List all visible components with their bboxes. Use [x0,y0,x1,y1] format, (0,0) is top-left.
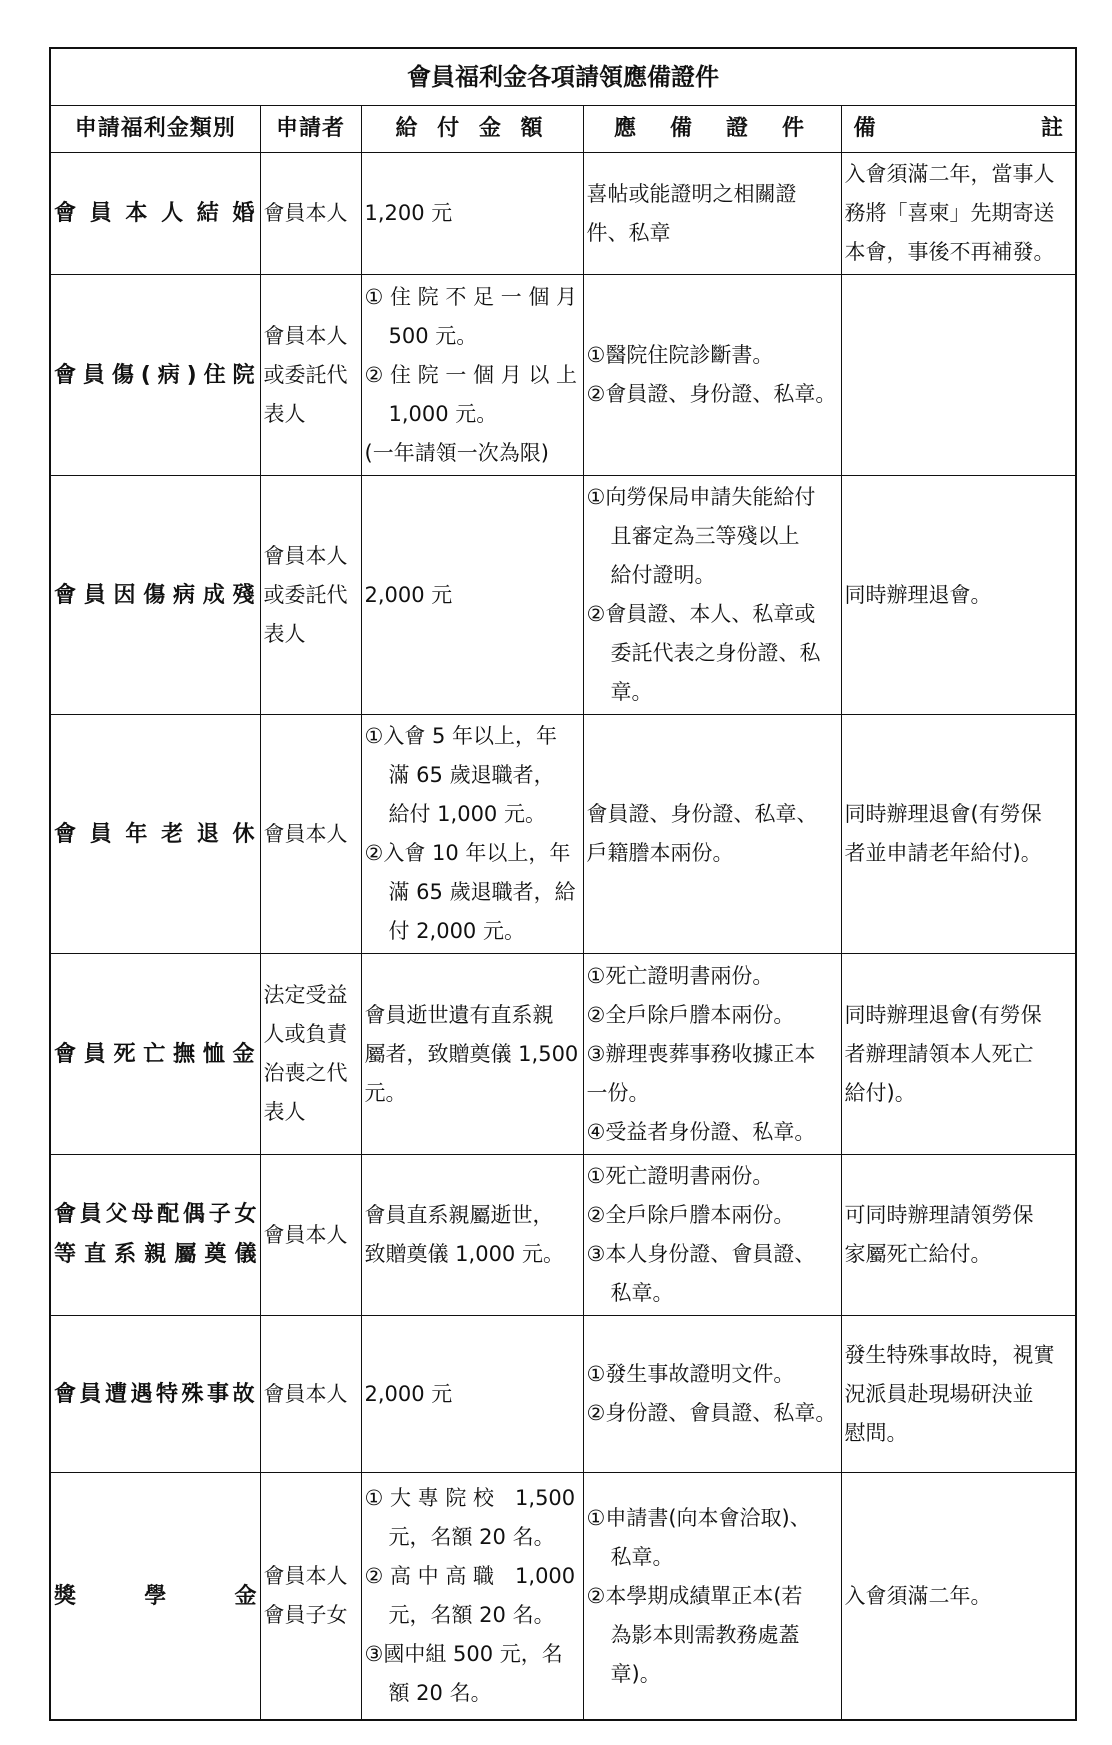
cell-applicant [260,715,361,954]
applicant-line: 表人 [263,1100,306,1124]
amount-line: 會員逝世遺有直系親 [364,1002,554,1027]
cell-amount [361,1155,583,1316]
amount-line: 給付 1,000 元。 [388,802,546,826]
cell-category: 會員因傷病成殘 [50,476,260,715]
cell-amount [361,476,583,715]
documents-line: 給付證明。 [610,563,716,587]
amount-line: 2,000 元 [364,582,453,607]
remarks-line: 本會，事後不再補發。 [844,240,1055,264]
documents-line: 喜帖或能證明之相關證 [586,181,797,206]
amount-line: 元，名額 20 名。 [388,1603,555,1627]
remarks-line: 家屬死亡給付。 [844,1242,992,1266]
documents-line: ②本學期成績單正本(若 [586,1583,803,1608]
documents-line: 委託代表之身份證、私 [610,641,821,665]
cell-applicant [260,275,361,476]
table-title: 會員福利金各項請領應備證件 [50,48,1076,106]
category-line: 會員父母配偶子女 [54,1202,257,1227]
amount-line: 付 2,000 元。 [388,919,525,943]
cell-documents [583,476,841,715]
header-documents: 應 備 證 件 [583,106,841,153]
amount-line: 2,000 元 [364,1381,453,1406]
cell-applicant [260,153,361,275]
cell-category: 獎學金 [50,1473,260,1721]
amount-line: 屬者，致贈奠儀 1,500 [364,1041,579,1066]
amount-line: 額 20 名。 [388,1681,492,1705]
documents-line: ①向勞保局申請失能給付 [586,485,816,509]
amount-line: 元。 [364,1080,407,1105]
amount-line: (一年請領一次為限) [364,440,549,465]
applicant-line: 會員本人 [263,1222,348,1247]
remarks-line: 同時辦理退會(有勞保 [844,802,1042,826]
documents-line: 私章。 [610,1281,674,1305]
amount-line: 滿 65 歲退職者， [388,763,555,787]
documents-line: 私章。 [610,1544,674,1569]
applicant-line: 治喪之代 [263,1061,348,1085]
applicant-line: 會員本人 [263,201,348,225]
applicant-line: 或委託代 [263,362,348,387]
cell-amount [361,715,583,954]
category-line: 等直系親屬奠儀 [54,1242,257,1267]
benefits-table [49,47,1077,1721]
amount-line: 1,000 元。 [388,401,498,426]
table-row [50,1316,1076,1473]
amount-line: 1,200 元 [364,201,453,225]
cell-applicant [260,954,361,1155]
cell-documents [583,1155,841,1316]
cell-applicant [260,1316,361,1473]
documents-line: 件、私章 [586,220,671,245]
remarks-line: 可同時辦理請領勞保 [844,1203,1034,1227]
cell-category: 會員死亡撫恤金 [50,954,260,1155]
table-row [50,153,1076,275]
amount-line: 會員直系親屬逝世， [364,1203,554,1227]
amount-line: 滿 65 歲退職者，給 [388,880,576,904]
cell-category: 會員年老退休 [50,715,260,954]
header-remarks-left: 備 [853,116,955,141]
cell-remarks [841,1473,1076,1721]
cell-documents [583,153,841,275]
documents-line: ②會員證、身份證、私章。 [586,382,837,406]
applicant-line: 會員本人 [263,821,348,846]
amount-line: 500 元。 [388,323,478,348]
cell-remarks [841,476,1076,715]
cell-remarks [841,954,1076,1155]
documents-line: 章。 [610,680,653,704]
applicant-line: 或委託代 [263,582,348,607]
remarks-line: 者並申請老年給付)。 [844,841,1042,865]
table-row [50,476,1076,715]
table-row [50,715,1076,954]
header-remarks-right: 註 [962,116,1063,141]
cell-applicant [260,476,361,715]
documents-line: ①申請書(向本會洽取)、 [586,1505,811,1530]
applicant-line: 會員本人 [263,543,348,568]
remarks-line: 同時辦理退會(有勞保 [844,1002,1042,1027]
amount-line: ① 住 院 不 足 一 個 月 [364,284,578,309]
documents-line: 會員證、身份證、私章、 [586,802,818,826]
remarks-line: 況派員赴現場研決並 [844,1381,1034,1406]
documents-line: ②全戶除戶謄本兩份。 [586,1203,795,1227]
cell-documents [583,954,841,1155]
cell-amount [361,275,583,476]
cell-category [50,1155,260,1316]
remarks-line: 給付)。 [844,1080,916,1105]
remarks-line: 者辦理請領本人死亡 [844,1041,1034,1066]
remarks-line: 務將「喜柬」先期寄送 [844,201,1055,225]
remarks-line: 慰問。 [844,1420,908,1445]
documents-line: 章)。 [610,1661,661,1686]
documents-line: ③辦理喪葬事務收據正本 [586,1041,816,1066]
applicant-line: 會員子女 [263,1603,348,1627]
documents-line: ②全戶除戶謄本兩份。 [586,1002,795,1027]
amount-line: 元，名額 20 名。 [388,1525,555,1549]
amount-line: ②入會 10 年以上，年 [364,841,571,865]
applicant-line: 表人 [263,621,306,646]
cell-amount [361,1316,583,1473]
amount-line: ② 住 院 一 個 月 以 上 [364,362,578,387]
table-row [50,275,1076,476]
documents-line: ④受益者身份證、私章。 [586,1119,816,1144]
cell-amount [361,954,583,1155]
cell-documents [583,1473,841,1721]
cell-remarks [841,275,1076,476]
applicant-line: 法定受益 [263,983,348,1007]
documents-line: ③本人身份證、會員證、 [586,1242,816,1266]
cell-category: 會員本人結婚 [50,153,260,275]
cell-category: 會員傷(病)住院 [50,275,260,476]
cell-remarks [841,1316,1076,1473]
cell-documents [583,275,841,476]
amount-line: 致贈奠儀 1,000 元。 [364,1242,564,1266]
applicant-line: 會員本人 [263,323,348,348]
remarks-line: 發生特殊事故時，視實 [844,1342,1055,1367]
documents-line: 戶籍謄本兩份。 [586,841,734,865]
cell-documents [583,1316,841,1473]
cell-remarks [841,715,1076,954]
cell-category: 會員遭遇特殊事故 [50,1316,260,1473]
amount-line: ①入會 5 年以上，年 [364,724,558,748]
applicant-line: 人或負責 [263,1022,348,1046]
table-row [50,1473,1076,1721]
remarks-line: 入會須滿二年，當事人 [844,162,1055,186]
applicant-line: 會員本人 [263,1564,348,1588]
cell-applicant [260,1473,361,1721]
documents-line: ①發生事故證明文件。 [586,1362,795,1386]
applicant-line: 會員本人 [263,1381,348,1406]
documents-line: 一份。 [586,1080,650,1105]
table-row [50,1155,1076,1316]
documents-line: ①醫院住院診斷書。 [586,343,774,367]
amount-line: ② 高 中 高 職 1,000 [364,1564,576,1588]
documents-line: 且審定為三等殘以上 [610,524,800,548]
documents-line: ①死亡證明書兩份。 [586,1164,774,1188]
table-row [50,954,1076,1155]
header-remarks [841,106,1076,153]
cell-remarks [841,1155,1076,1316]
cell-documents [583,715,841,954]
header-applicant: 申請者 [260,106,361,153]
header-category: 申請福利金類別 [50,106,260,153]
cell-remarks [841,153,1076,275]
table-body [50,153,1076,1721]
header-amount: 給 付 金 額 [361,106,583,153]
remarks-line: 同時辦理退會。 [844,582,992,607]
documents-line: 為影本則需教務處蓋 [610,1622,800,1647]
documents-line: ②會員證、本人、私章或 [586,602,816,626]
remarks-line: 入會須滿二年。 [844,1583,992,1608]
cell-amount [361,153,583,275]
applicant-line: 表人 [263,401,306,426]
documents-line: ①死亡證明書兩份。 [586,963,774,988]
documents-line: ②身份證、會員證、私章。 [586,1401,837,1425]
cell-applicant [260,1155,361,1316]
cell-amount [361,1473,583,1721]
amount-line: ① 大 專 院 校 1,500 [364,1486,576,1510]
amount-line: ③國中組 500 元，名 [364,1642,563,1666]
